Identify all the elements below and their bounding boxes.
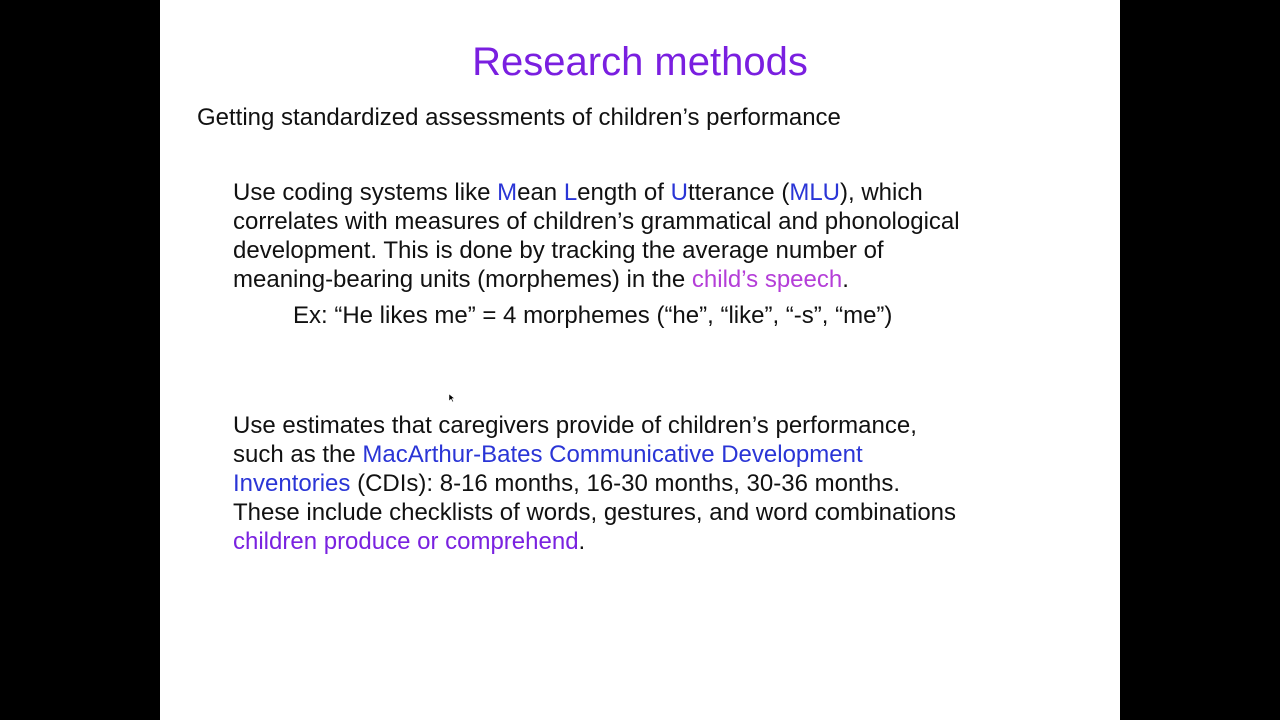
morpheme-example: Ex: “He likes me” = 4 morphemes (“he”, “like”, “-s”, “me”) <box>293 302 893 329</box>
text-run: Use coding systems like <box>233 179 498 206</box>
highlight-l: L <box>563 179 578 206</box>
text-run: tterance ( <box>687 179 790 206</box>
cdi-line-2 <box>233 440 1093 469</box>
cdi-line-3 <box>233 469 1093 498</box>
slide <box>160 0 1120 720</box>
highlight-m: M <box>497 179 518 206</box>
highlight-u: U <box>670 179 688 206</box>
slide-title: Research methods <box>472 40 808 84</box>
text-run: (CDIs): 8-16 months, 16-30 months, 30-36 months. <box>350 470 900 497</box>
mlu-paragraph <box>233 178 1093 294</box>
highlight-produce-comprehend: children produce or comprehend <box>233 528 579 555</box>
highlight-mlu: MLU <box>789 179 840 206</box>
text-run: such as the <box>233 441 363 468</box>
text-run: . <box>578 528 586 555</box>
highlight-inventories: Inventories <box>233 470 351 497</box>
text-run: ength of <box>577 179 671 206</box>
slide-subtitle: Getting standardized assessments of children’s performance <box>197 104 841 131</box>
text-run: ean <box>517 179 564 206</box>
mlu-line-2: correlates with measures of children’s grammatical and phonological <box>233 208 960 235</box>
cdi-paragraph <box>233 411 1093 556</box>
text-run: . <box>842 266 849 293</box>
mouse-pointer-icon <box>449 394 455 402</box>
text-run: ), which <box>840 179 923 206</box>
highlight-macarthur-bates: MacArthur-Bates Communicative Development <box>362 441 863 468</box>
text-run: meaning-bearing units (morphemes) in the <box>233 266 692 293</box>
mlu-line-1 <box>233 178 1093 207</box>
mlu-line-4 <box>233 265 1093 294</box>
cdi-line-1: Use estimates that caregivers provide of children’s performance, <box>233 412 917 439</box>
cdi-line-4: These include checklists of words, gestures, and word combinations <box>233 499 957 526</box>
cdi-line-5 <box>233 527 1093 556</box>
mlu-line-3: development. This is done by tracking the average number of <box>233 237 884 264</box>
highlight-childs-speech: child’s speech <box>691 266 843 293</box>
